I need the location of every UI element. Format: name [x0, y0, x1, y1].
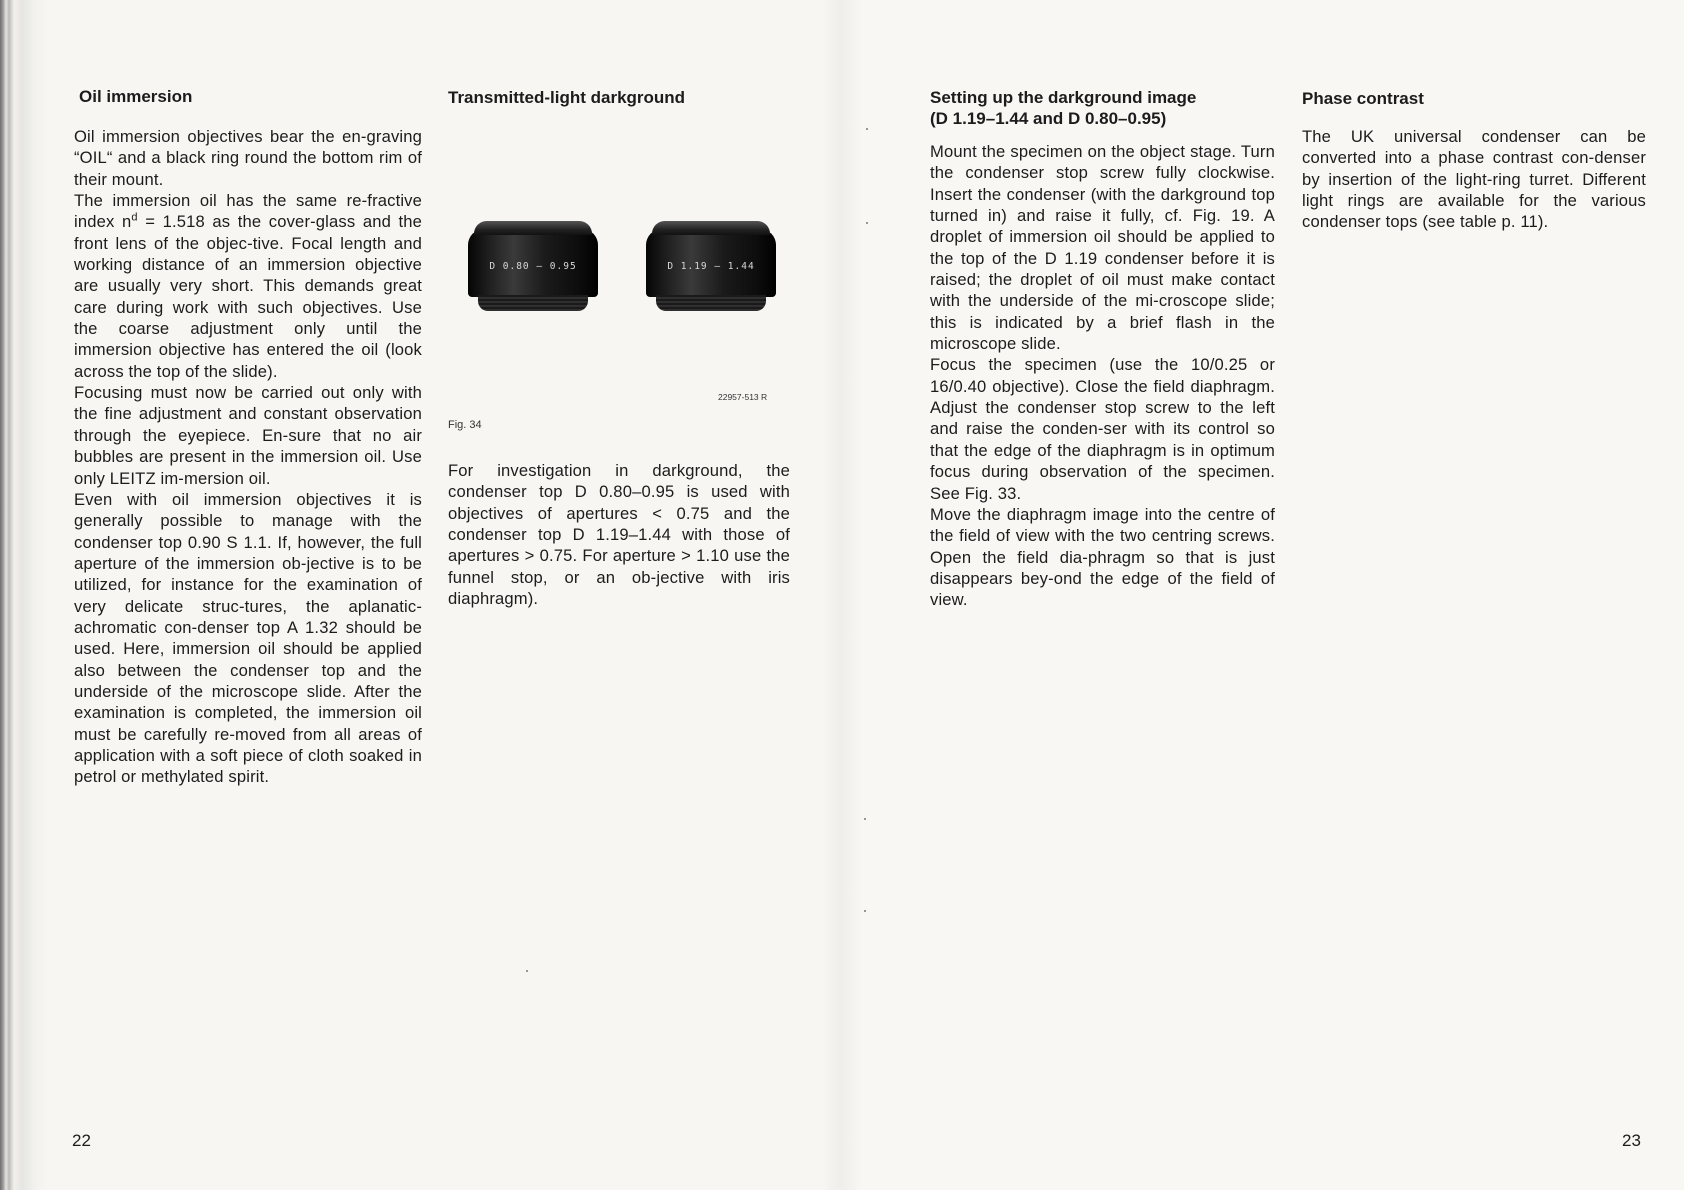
- darkground-setup-heading-line1: Setting up the darkground image: [930, 88, 1197, 107]
- book-spine: [0, 0, 48, 1190]
- darkground-setup-paragraph-1: Mount the specimen on the object stage. Turn the condenser stop screw fully clockwise. Insert the condenser (with the darkground top turned in) and raise it fully, cf. Fig. 19. A droplet of immersion oil should be applied to the top of the D 1.19 condenser before it is raised; the droplet of oil must make contact with the underside of the mi-croscope slide; this is indicated by a brief flash in the microscope slide.: [930, 142, 1275, 354]
- darkground-setup-paragraph-3: Move the diaphragm image into the centre of the field of view with the two centring screws. Open the field dia-phragm so that is just disappears bey-ond the edge of the field of view.: [930, 504, 1275, 610]
- page-gutter: [822, 0, 862, 1190]
- oil-immersion-paragraph-2: [74, 190, 422, 382]
- darkground-setup-body: [930, 141, 1275, 611]
- condenser-top-d119-image: [646, 215, 776, 315]
- lens1-engraving: D 0.80 – 0.95: [489, 261, 577, 272]
- page-number-left: 22: [72, 1131, 91, 1150]
- phase-contrast-heading: Phase contrast: [1302, 89, 1424, 108]
- refractive-index-rest: = 1.518 as the cover-glass and the front lens of the objec-tive. Focal length and working distance of an immersion objective are usually very short. This demands great care during work with such objectives. Use the coarse adjustment only until the immersion objective has entered the oil (look across the top of the slide).: [74, 212, 423, 381]
- darkground-paragraph: For investigation in darkground, the condenser top D 0.80–0.95 is used with objectives of apertures < 0.75 and the condenser top D 1.19–1.44 with those of apertures > 0.75. For aperture > 1.10 use the funnel stop, or an ob-jective with iris diaphragm).: [448, 461, 790, 609]
- refractive-index-symbol: n: [121, 212, 132, 232]
- print-speck: [864, 910, 866, 912]
- darkground-setup-column: [930, 87, 1275, 611]
- phase-contrast-paragraph: The UK universal condenser can be converted into a phase contrast con-denser by insertion of the light-ring turret. Different light rings are available for the various condenser tops (see table p. 11).: [1302, 127, 1646, 232]
- darkground-heading: Transmitted-light darkground: [448, 88, 686, 107]
- print-speck: [526, 970, 528, 972]
- oil-immersion-paragraph-3: Focusing must now be carried out only with the fine adjustment and constant observation through the eyepiece. En-sure that no air bubbles are present in the immersion oil. Use only LEITZ im-mersion oil.: [74, 383, 422, 488]
- figure-code: 22957-513 R: [718, 392, 768, 402]
- print-speck: [866, 222, 868, 224]
- condenser-top-d080-image: [468, 215, 598, 315]
- refractive-index-superscript: d: [131, 211, 138, 224]
- oil-immersion-body: [74, 126, 422, 788]
- darkground-setup-heading-line2: (D 1.19–1.44 and D 0.80–0.95): [930, 109, 1167, 128]
- condenser-tops-figure: [448, 205, 790, 425]
- oil-immersion-heading: Oil immersion: [79, 87, 193, 106]
- darkground-setup-heading: [930, 87, 1275, 129]
- print-speck: [866, 128, 868, 130]
- oil-immersion-column: [74, 86, 422, 788]
- phase-contrast-column: [1302, 88, 1646, 233]
- oil-immersion-paragraph-4: Even with oil immersion objectives it is generally possible to manage with the condenser top 0.90 S 1.1. If, however, the full aperture of the immersion ob-jective is to be utilized, for instance for the examination of very delicate struc-tures, the aplanatic-achromatic con-denser top A 1.32 should be used. Here, immersion oil should be applied also between the condenser top and the underside of the microscope slide. After the examination is completed, the immersion oil must be carefully re-moved from all areas of application with a soft piece of cloth soaked in petrol or methylated spirit.: [74, 489, 422, 787]
- page-number-right: 23: [1622, 1131, 1641, 1150]
- darkground-setup-paragraph-2: Focus the specimen (use the 10/0.25 or 16/0.40 objective). Close the field diaphragm. Adjust the condenser stop screw to the left and raise the conden-ser with its control so that the edge of the diaphragm is in optimum focus during observation of the specimen. See Fig. 33.: [930, 355, 1275, 503]
- print-speck: [864, 818, 866, 820]
- oil-immersion-paragraph-1: Oil immersion objectives bear the en-graving “OIL“ and a black ring round the bottom rim of their mount.: [74, 127, 422, 189]
- figure-label: Fig. 34: [448, 419, 482, 431]
- lens2-engraving: D 1.19 – 1.44: [667, 261, 755, 272]
- refractive-index-text: The immersion oil has the same re-fractive index: [74, 191, 422, 232]
